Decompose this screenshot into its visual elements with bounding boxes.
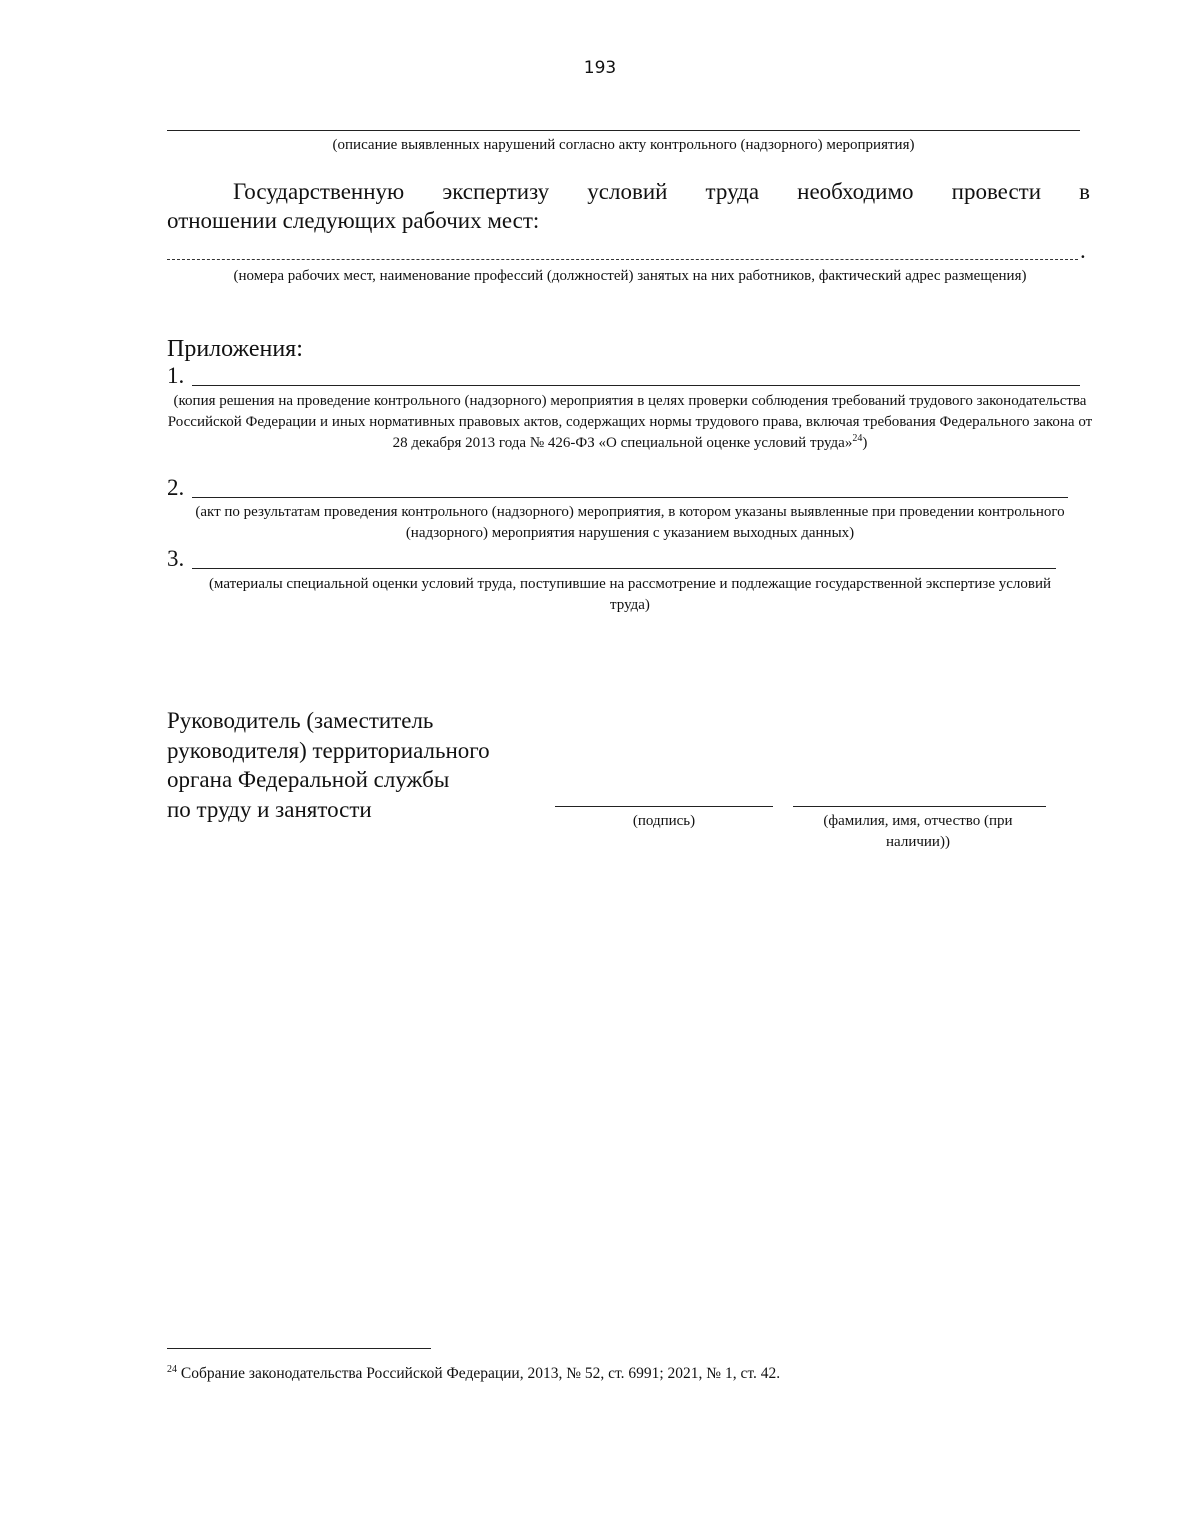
signatory-position-line: Руководитель (заместитель <box>167 708 434 733</box>
footnote-text: Собрание законодательства Российской Федерации, 2013, № 52, ст. 6991; 2021, № 1, ст. 42. <box>180 1365 781 1382</box>
attachment-1-number: 1. <box>167 363 185 388</box>
signatory-position <box>167 706 567 824</box>
workplaces-fill-line <box>167 259 1078 260</box>
name-fill-line <box>793 806 1046 807</box>
attachment-1-caption <box>165 391 1095 454</box>
attachment-3-number: 3. <box>167 546 185 571</box>
workplaces-end-mark: . <box>1080 238 1086 263</box>
attachments-title: Приложения: <box>167 336 303 362</box>
attachment-1-footnote-ref: 24 <box>852 433 863 444</box>
attachment-3-fill-line <box>192 568 1056 569</box>
workplaces-caption: (номера рабочих мест, наименование профессий (должностей) занятых на них работников, фактический адрес размещения) <box>233 268 1027 284</box>
attachment-3-caption: (материалы специальной оценки условий труда, поступившие на рассмотрение и подлежащие государственной экспертизе условий труда) <box>208 576 1052 613</box>
violations-fill-line <box>167 130 1080 131</box>
signatory-position-line: по труду и занятости <box>167 796 372 822</box>
attachment-1-fill-line <box>192 385 1080 386</box>
signature-caption: (подпись) <box>632 813 696 829</box>
violations-caption: (описание выявленных нарушений согласно акту контрольного (надзорного) мероприятия) <box>332 137 915 153</box>
signatory-position-line: руководителя) территориального <box>167 737 490 763</box>
attachment-1-caption-text: (копия решения на проведение контрольного (надзорного) мероприятия в целях проверки соблюдения требований трудового законодательства Российской Федерации и иных нормативных правовых актов, содержащих нормы трудового права, включая требования Федерального закона от 28 декабря 2013 года № 426-ФЗ «О специальной оценке условий труда» <box>167 393 1093 451</box>
expertise-paragraph-line1: Государственную экспертизу условий труда необходимо провести в <box>233 179 1090 204</box>
attachment-2-fill-line <box>192 497 1068 498</box>
footnote <box>167 1364 1067 1384</box>
signature-fill-line <box>555 806 773 807</box>
expertise-paragraph-line2: отношении следующих рабочих мест: <box>167 208 540 233</box>
signatory-position-line: органа Федеральной службы <box>167 767 450 792</box>
attachment-2-number: 2. <box>167 475 185 500</box>
attachment-2-caption: (акт по результатам проведения контрольного (надзорного) мероприятия, в котором указаны выявленные при проведении контрольного (надзорного) мероприятия нарушения с указанием выходных данных) <box>195 504 1065 541</box>
attachment-1-caption-end: ) <box>862 435 868 451</box>
page-number: 193 <box>583 58 617 78</box>
name-caption: (фамилия, имя, отчество (при наличии)) <box>823 813 1013 850</box>
footnote-separator <box>167 1348 431 1349</box>
footnote-mark: 24 <box>167 1363 177 1375</box>
